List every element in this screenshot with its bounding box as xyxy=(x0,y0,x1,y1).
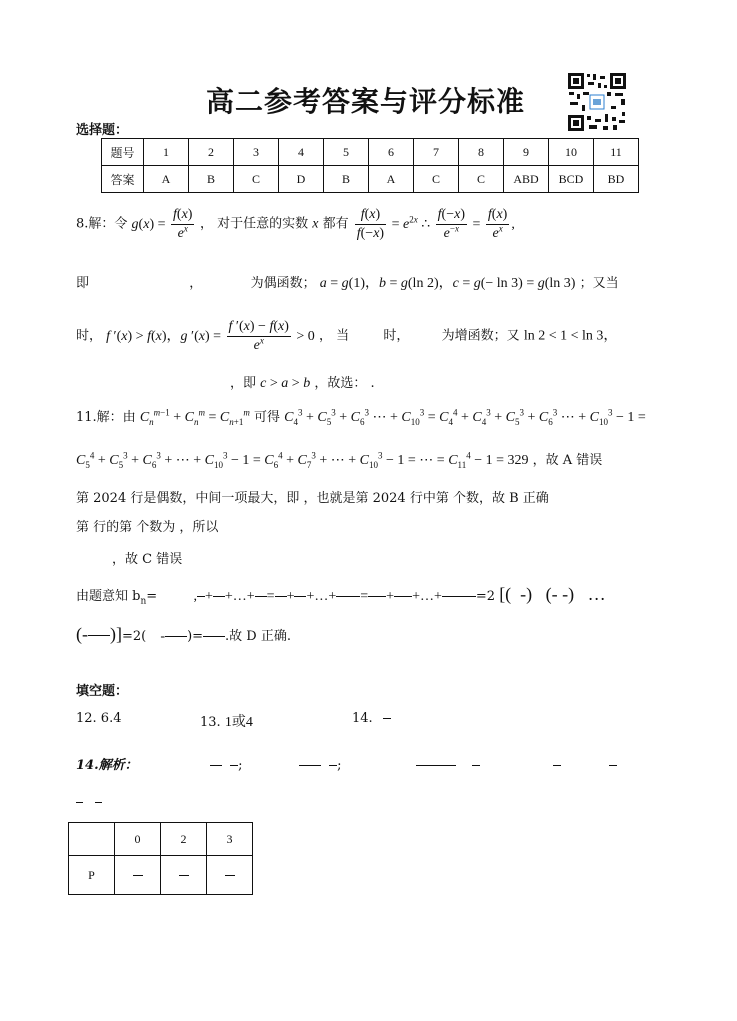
value-cell: 2 xyxy=(161,823,207,856)
answer-cell: B xyxy=(324,166,369,193)
value-cell: 0 xyxy=(115,823,161,856)
number-cell: 2 xyxy=(189,139,234,166)
analysis-line-1: 14.解析： ; ; xyxy=(76,754,617,773)
q11-line-4: 第 行的第 个数为 ，所以 xyxy=(76,520,219,535)
q11-label: 11.解：由 xyxy=(76,410,136,425)
number-cell: 6 xyxy=(369,139,414,166)
number-cell: 3 xyxy=(234,139,279,166)
q8-even-function: 为偶函数； xyxy=(250,276,316,291)
q8-line-2: 即 ， 为偶函数； a = g(1)，b = g(ln 2)，c = g(− ln 3) = g(ln 3) ；又当 xyxy=(76,276,619,291)
answer-cell: A xyxy=(369,166,414,193)
number-cell: 4 xyxy=(279,139,324,166)
q11-text-kede: 可得 xyxy=(253,410,280,425)
number-cell: 1 xyxy=(144,139,189,166)
q8-line-3: 时， f ′(x) > f(x)，g ′(x) = $\frac{f '(x) - f(x)}{e^x}$ > 0 ， 当 时， 为增函数；又 ln 2 < 1 < ln 3， xyxy=(76,319,618,353)
answer-table xyxy=(101,138,639,193)
q11-line-6: 由题意知 $b_n=$ , + +…+ = + +…+ = + +…+ =2 [( -) (- -) … xyxy=(76,584,606,607)
number-cell: 7 xyxy=(414,139,459,166)
q11-bn-eq: = xyxy=(146,589,158,604)
value-cell: 3 xyxy=(207,823,253,856)
table-row xyxy=(102,166,639,193)
number-cell: 5 xyxy=(324,139,369,166)
prob-cell xyxy=(161,856,207,895)
answer-cell: A xyxy=(144,166,189,193)
answer-cell: ABD xyxy=(504,166,549,193)
answer-13-value: 1或4 xyxy=(224,715,253,730)
analysis-label: 14.解析： xyxy=(76,758,138,773)
table-row xyxy=(102,139,639,166)
answer-cell: B xyxy=(189,166,234,193)
q8-line-4: ，即 c > a > b ，故选： . xyxy=(230,376,375,391)
q8-text-shi: 时， xyxy=(76,328,103,344)
table-row xyxy=(69,856,253,895)
answer-cell: D xyxy=(279,166,324,193)
q11-line-3: 第 2024 行是偶数，中间一项最大，即 ，也就是第 2024 行中第 个数，故 B 正确 xyxy=(76,491,549,506)
q8-text-jizhi: ，即 xyxy=(230,376,257,391)
q11-bn-eq2: =2 xyxy=(475,589,496,604)
table-corner-cell xyxy=(69,823,115,856)
q11-line-2: $C_5^4 + C_5^3 + C_6^3$ + ⋯ + $C_{10}^3 - 1 = C_6^4 + C_7^3$ + ⋯ + $C_{10}^3 - 1$ = ⋯ = $C_{11}^4 - 1 = 329$ ，故 A 错误 xyxy=(76,450,603,470)
answer-cell: BCD xyxy=(549,166,594,193)
fill-section-heading: 填空题： xyxy=(76,684,129,699)
answer-12: 12. 6.4 xyxy=(76,711,122,726)
answer-cell: C xyxy=(234,166,279,193)
number-cell: 8 xyxy=(459,139,504,166)
table-header-cell: 答案 xyxy=(102,166,144,193)
page-title: 高二参考答案与评分标准 xyxy=(206,85,526,118)
q11-eq3: )= xyxy=(187,629,204,644)
q11-line-5: ，故 C 错误 xyxy=(112,552,183,567)
choice-section-heading: 选择题： xyxy=(76,123,129,138)
qr-code-icon xyxy=(567,72,627,132)
q8-text-shi-2: 时， xyxy=(383,328,410,344)
q8-text-2: 都有 xyxy=(322,216,349,232)
q11-line-7: (- )]=2( - )= .故 D 正确. xyxy=(76,624,291,644)
q11-line-1: 11.解：由 $C_n^{m-1} + C_n^m = C_{n+1}^m$ 可得 $C_4^3 + C_5^3 + C_6^3$ ⋯ + $C_{10}^3 = C_4^4 + C_4^3 + C_5^3 + C_6^3$ ⋯ + $C_{10}^3 - 1$ = xyxy=(76,407,646,427)
number-cell: 10 xyxy=(549,139,594,166)
q11-bn-sub: n xyxy=(140,596,147,607)
q11-bn-label: 由题意知 b xyxy=(76,589,141,604)
answer-cell: C xyxy=(459,166,504,193)
distribution-table xyxy=(68,822,253,895)
answer-14 xyxy=(352,711,391,726)
answer-13 xyxy=(200,711,253,731)
q8-text-ji: 即 xyxy=(76,276,90,291)
q8-comma: ， xyxy=(189,276,203,291)
number-cell: 9 xyxy=(504,139,549,166)
prob-cell xyxy=(115,856,161,895)
q8-text-dang: ， 当 xyxy=(318,328,350,344)
prob-cell xyxy=(207,856,253,895)
q8-text-youdang: ；又当 xyxy=(579,276,619,291)
answer-cell: BD xyxy=(594,166,639,193)
q8-line-1: 8.解：令 g(x) = $\frac{f(x)}{e^x}$ ， 对于任意的实数 x 都有 $\frac{f(x)}{f(-x)}$ = $e^{2x}$ ∴ $\frac{f(-x)}{e^{-x}}$ = $\frac{f(x)}{e^x}$ , xyxy=(76,207,515,241)
answer-13-label: 13. xyxy=(200,715,221,730)
table-header-cell: 题号 xyxy=(102,139,144,166)
q11-conclusion-d: .故 D 正确. xyxy=(225,629,291,644)
answer-14-label: 14. xyxy=(352,711,373,726)
answer-cell: C xyxy=(414,166,459,193)
q8-text-1: ， 对于任意的实数 xyxy=(199,216,309,232)
table-row xyxy=(69,823,253,856)
q11-conclusion-a: ，故 A 错误 xyxy=(532,453,603,468)
number-cell: 11 xyxy=(594,139,639,166)
q8-increasing: 为增函数；又 xyxy=(441,328,520,344)
analysis-line-2 xyxy=(76,795,102,810)
p-label-cell: P xyxy=(69,856,115,895)
q8-conclusion: ，故选： . xyxy=(314,376,375,391)
q11-eq2: =2( xyxy=(122,629,147,644)
q8-label: 8.解：令 xyxy=(76,216,128,232)
